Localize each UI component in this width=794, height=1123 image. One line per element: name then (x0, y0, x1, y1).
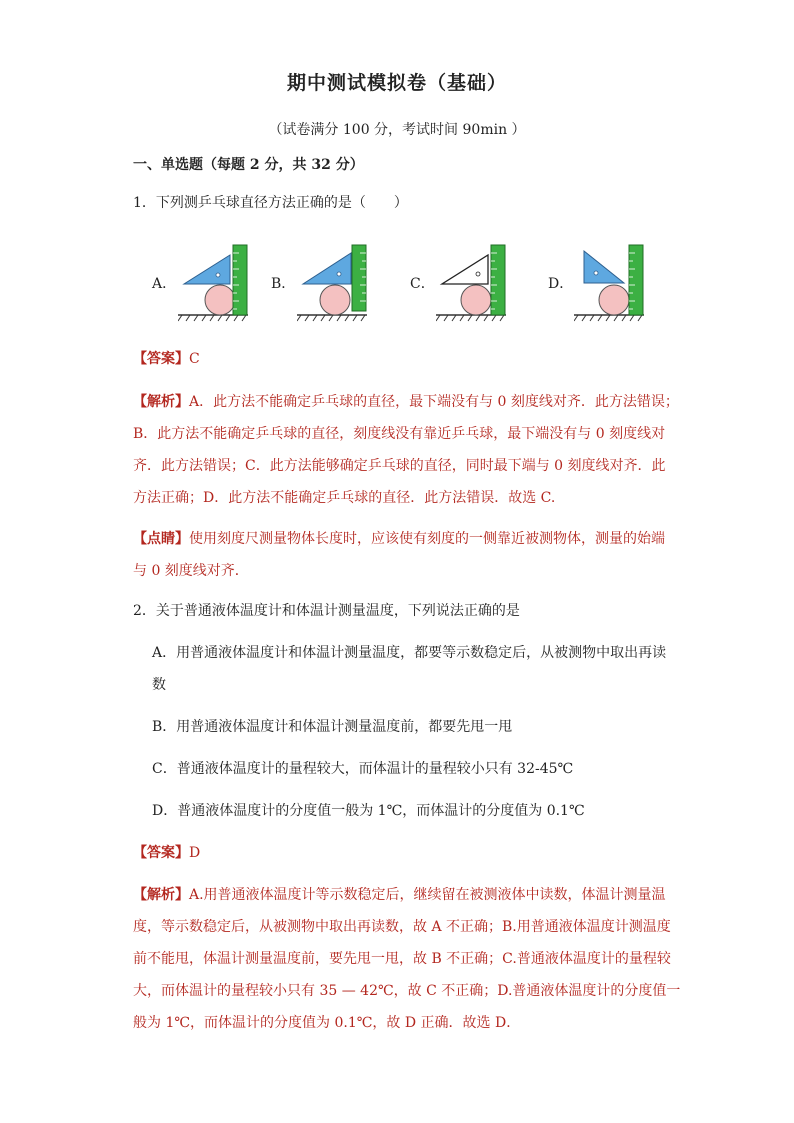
ruler-icon (352, 245, 366, 311)
q1-comment-line-2: 与 0 刻度线对齐． (133, 563, 249, 579)
answer-value: D (189, 845, 201, 861)
q2-analysis-line-2: 度，等示数稳定后，从被测物中取出再读数，故 A 不正确；B.用普通液体温度计测温度 (133, 919, 671, 935)
q1-figure-a (178, 243, 254, 323)
comment-text: 使用刻度尺测量物体长度时，应该使有刻度的一侧靠近被测物体，测量的始端 (189, 531, 665, 547)
set-square-icon (442, 255, 488, 284)
q2-option-b: B．用普通液体温度计和体温计测量温度前，都要先甩一甩 (152, 719, 513, 735)
ruler-icon (233, 245, 247, 315)
ground-hatch-icon (436, 315, 506, 321)
q1-answer (133, 349, 200, 369)
q2-analysis-line-1 (133, 885, 666, 905)
page-subtitle: （试卷满分 100 分，考试时间 90min ） (268, 122, 526, 138)
q1-option-b-label: B． (271, 276, 296, 292)
q2-stem: 2．关于普通液体温度计和体温计测量温度，下列说法正确的是 (133, 603, 520, 619)
ping-pong-ball-icon (205, 285, 235, 315)
analysis-tag: 【解析】 (133, 394, 189, 410)
q1-comment-line-1 (133, 529, 665, 549)
q1-figure-c (436, 243, 512, 323)
analysis-text: A．此方法不能确定乒乓球的直径，最下端没有与 0 刻度线对齐．此方法错误； (189, 394, 679, 410)
ping-pong-ball-icon (461, 285, 491, 315)
q1-analysis-line-4: 方法正确；D．此方法不能确定乒乓球的直径．此方法错误．故选 C. (133, 490, 556, 506)
q1-analysis-line-1 (133, 392, 679, 412)
answer-value: C (189, 351, 200, 367)
set-square-icon (584, 251, 624, 283)
ping-pong-ball-icon (599, 285, 629, 315)
comment-tag: 【点睛】 (133, 531, 189, 547)
q2-option-a-line-1: A．用普通液体温度计和体温计测量温度，都要等示数稳定后，从被测物中取出再读 (152, 645, 667, 661)
ruler-icon (491, 245, 505, 315)
ground-hatch-icon (297, 315, 367, 321)
ping-pong-ball-icon (320, 285, 350, 315)
analysis-text: A.用普通液体温度计等示数稳定后，继续留在被测液体中读数，体温计测量温 (189, 887, 666, 903)
section-heading: 一、单选题（每题 2 分，共 32 分） (133, 157, 364, 173)
q1-option-d-label: D． (548, 276, 574, 292)
q1-analysis-line-2: B．此方法不能确定乒乓球的直径，刻度线没有靠近乒乓球，最下端没有与 0 刻度线对 (133, 426, 666, 442)
q2-option-a-line-2: 数 (152, 677, 166, 693)
q2-option-c: C．普通液体温度计的量程较大，而体温计的量程较小只有 32-45℃ (152, 761, 574, 777)
q1-stem: 1．下列测乒乓球直径方法正确的是（ ） (133, 195, 408, 211)
q2-analysis-line-3: 前不能甩，体温计测量温度前，要先甩一甩，故 B 不正确；C.普通液体温度计的量程较 (133, 951, 671, 967)
set-square-icon (184, 255, 230, 284)
set-square-icon (303, 253, 351, 284)
analysis-tag: 【解析】 (133, 887, 189, 903)
q1-option-a-label: A． (152, 276, 177, 292)
ground-hatch-icon (178, 315, 248, 321)
answer-tag: 【答案】 (133, 351, 189, 367)
ground-hatch-icon (574, 315, 644, 321)
page-title: 期中测试模拟卷（基础） (286, 72, 507, 94)
q2-analysis-line-5: 般为 1℃，而体温计的分度值为 0.1℃，故 D 正确．故选 D． (133, 1015, 521, 1031)
q1-option-c-label: C． (410, 276, 435, 292)
q2-analysis-line-4: 大，而体温计的量程较小只有 35 — 42℃，故 C 不正确；D.普通液体温度计的分度值一 (133, 983, 681, 999)
q2-option-d: D．普通液体温度计的分度值一般为 1℃，而体温计的分度值为 0.1℃ (152, 803, 585, 819)
q1-figure-d (574, 243, 650, 323)
ruler-icon (629, 245, 643, 315)
q2-answer (133, 843, 200, 863)
q1-figure-b (297, 243, 373, 323)
q1-analysis-line-3: 齐．此方法错误；C．此方法能够确定乒乓球的直径，同时最下端与 0 刻度线对齐．此 (133, 458, 666, 474)
answer-tag: 【答案】 (133, 845, 189, 861)
